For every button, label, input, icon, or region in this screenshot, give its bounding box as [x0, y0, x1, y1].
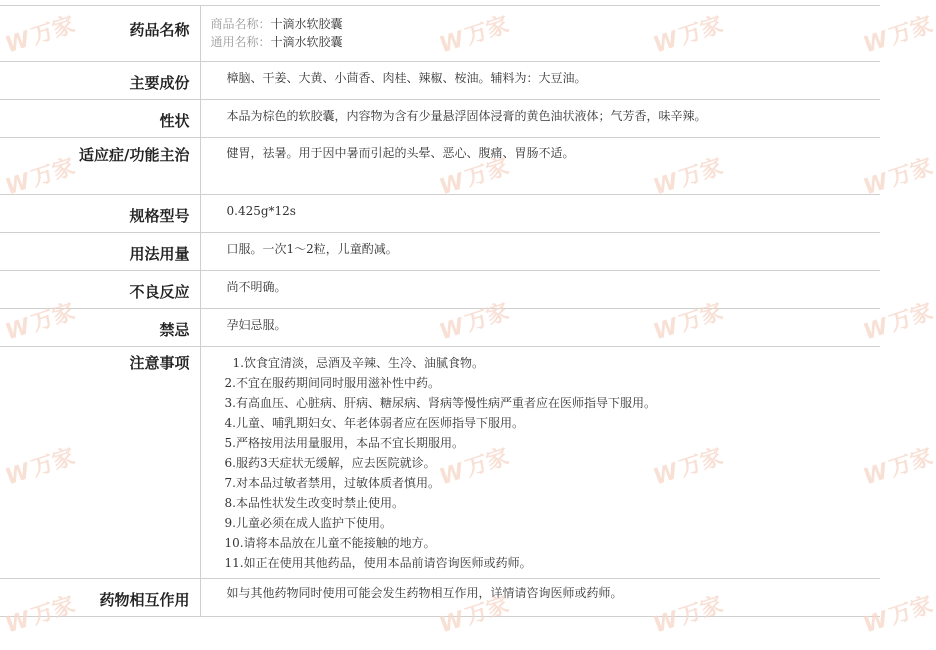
value-indication: 健胃，祛暑。用于因中暑而引起的头晕、恶心、腹痛、胃肠不适。: [200, 138, 880, 195]
row-contraindication: [0, 309, 880, 347]
label-spec: 规格型号: [0, 195, 200, 233]
precaution-item: 10.请将本品放在儿童不能接触的地方。: [224, 536, 436, 550]
precaution-item: 11.如正在使用其他药品，使用本品前请咨询医师或药师。: [224, 556, 532, 570]
row-adverse: [0, 271, 880, 309]
row-spec: [0, 195, 880, 233]
label-interaction: 药物相互作用: [0, 579, 200, 617]
row-indication: [0, 138, 880, 195]
label-adverse: 不良反应: [0, 271, 200, 309]
precaution-item: 3.有高血压、心脏病、肝病、糖尿病、肾病等慢性病严重者应在医师指导下服用。: [224, 396, 656, 410]
watermark-logo: W万家: [2, 154, 79, 201]
value-dosage: 口服。一次1～2粒，儿童酌减。: [200, 233, 880, 271]
label-drug-name: 药品名称: [0, 6, 200, 62]
trade-name-line: [211, 15, 871, 33]
row-drug-name: [0, 6, 880, 62]
watermark-logo: W万家: [650, 12, 727, 59]
watermark-logo: W万家: [860, 444, 936, 491]
precaution-item: 8.本品性状发生改变时禁止使用。: [224, 496, 404, 510]
watermark-logo: W万家: [860, 592, 936, 639]
watermark-logo: W万家: [436, 154, 513, 201]
row-precautions: [0, 347, 880, 579]
precaution-item: 1.饮食宜清淡，忌酒及辛辣、生冷、油腻食物。: [232, 356, 484, 370]
value-precautions: [200, 347, 880, 579]
generic-name-value: 十滴水软胶囊: [270, 35, 343, 49]
precaution-item: 7.对本品过敏者禁用，过敏体质者慎用。: [224, 476, 440, 490]
drug-spec-table: [0, 5, 880, 617]
value-contraindication: 孕妇忌服。: [200, 309, 880, 347]
trade-name-prefix: 商品名称：: [210, 17, 271, 31]
value-drug-name: [200, 6, 880, 62]
value-interaction: 如与其他药物同时使用可能会发生药物相互作用，详情请咨询医师或药师。: [200, 579, 880, 617]
watermark-logo: W万家: [650, 299, 727, 346]
precaution-item: 9.儿童必须在成人监护下使用。: [224, 516, 392, 530]
watermark-logo: W万家: [2, 592, 79, 639]
watermark-logo: W万家: [436, 299, 513, 346]
precaution-item: 4.儿童、哺乳期妇女、年老体弱者应在医师指导下服用。: [224, 416, 524, 430]
label-ingredients: 主要成份: [0, 62, 200, 100]
value-spec: 0.425g*12s: [200, 195, 880, 233]
label-contraindication: 禁忌: [0, 309, 200, 347]
label-dosage: 用法用量: [0, 233, 200, 271]
value-ingredients: 樟脑、干姜、大黄、小茴香、肉桂、辣椒、桉油。辅料为：大豆油。: [200, 62, 880, 100]
watermark-logo: W万家: [650, 154, 727, 201]
label-appearance: 性状: [0, 100, 200, 138]
watermark-logo: W万家: [650, 444, 727, 491]
precaution-item: 5.严格按用法用量服用，本品不宜长期服用。: [224, 436, 464, 450]
generic-name-prefix: 通用名称：: [210, 35, 271, 49]
label-precautions: 注意事项: [0, 347, 200, 579]
watermark-logo: W万家: [860, 12, 936, 59]
watermark-logo: W万家: [2, 444, 79, 491]
value-appearance: 本品为棕色的软胶囊，内容物为含有少量悬浮固体浸膏的黄色油状液体；气芳香，味辛辣。: [200, 100, 880, 138]
watermark-logo: W万家: [436, 12, 513, 59]
row-appearance: [0, 100, 880, 138]
generic-name-line: [211, 33, 871, 51]
watermark-logo: W万家: [2, 12, 79, 59]
row-interaction: [0, 579, 880, 617]
value-adverse: 尚不明确。: [200, 271, 880, 309]
row-ingredients: [0, 62, 880, 100]
row-dosage: [0, 233, 880, 271]
watermark-logo: W万家: [860, 154, 936, 201]
watermark-logo: W万家: [436, 444, 513, 491]
watermark-logo: W万家: [650, 592, 727, 639]
label-indication: 适应症/功能主治: [0, 138, 200, 195]
watermark-logo: W万家: [860, 299, 936, 346]
precaution-item: 2.不宜在服药期间同时服用滋补性中药。: [224, 376, 440, 390]
watermark-logo: W万家: [2, 299, 79, 346]
trade-name-value: 十滴水软胶囊: [270, 17, 343, 31]
watermark-logo: W万家: [436, 592, 513, 639]
precaution-item: 6.服药3天症状无缓解，应去医院就诊。: [224, 456, 436, 470]
